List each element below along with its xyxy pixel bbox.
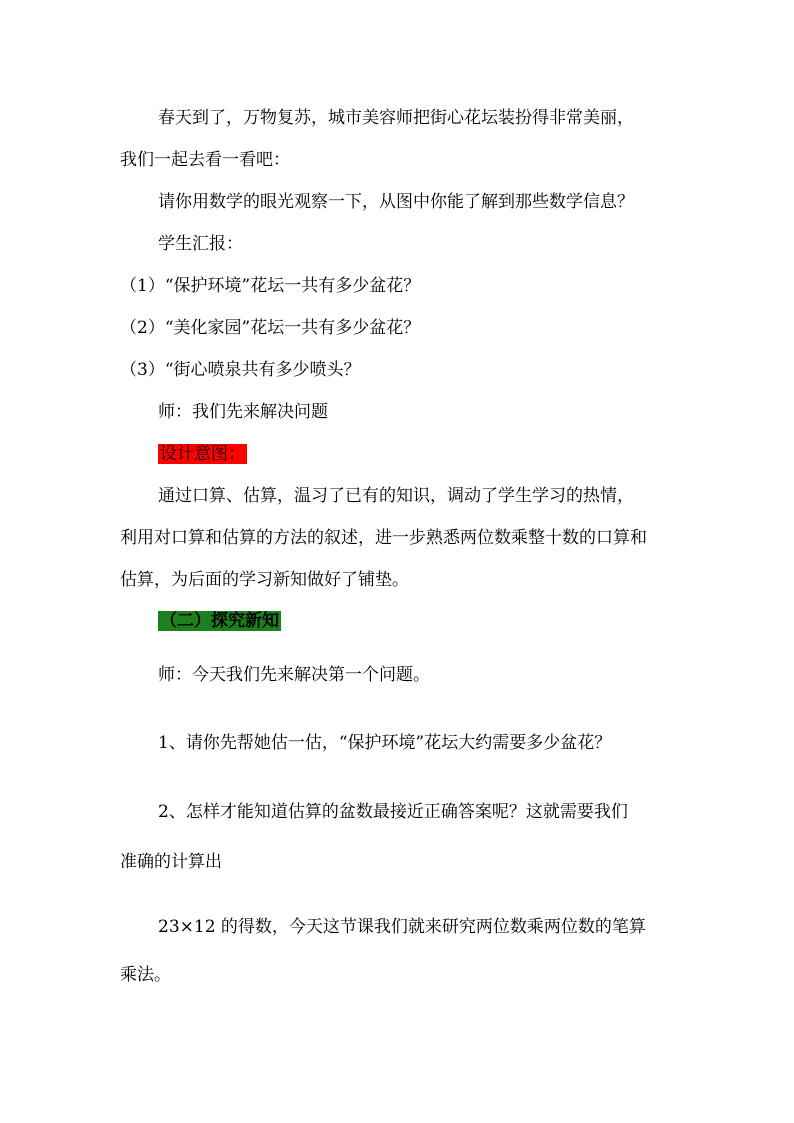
- paragraph-step-2: 2、怎样才能知道估算的盆数最接近正确答案呢？这就需要我们: [158, 802, 628, 822]
- list-item: （3）“街心喷泉共有多少喷头？: [120, 360, 361, 380]
- design-intent-label: 设计意图：: [160, 444, 245, 464]
- design-intent-label-wrap: [158, 443, 247, 465]
- section-heading: （二）探究新知: [160, 611, 279, 631]
- paragraph-student-report: 学生汇报：: [158, 234, 243, 254]
- list-item: （2）“美化家园”花坛一共有多少盆花？: [120, 318, 421, 338]
- paragraph-teacher: 师：我们先来解决问题: [158, 402, 328, 422]
- paragraph-calculation-end: 乘法。: [120, 965, 171, 985]
- section-heading-wrap: [158, 610, 281, 632]
- paragraph-calculation: 23×12 的得数，今天这节课我们就来研究两位数乘两位数的笔算: [158, 917, 646, 937]
- list-item: （1）“保护环境”花坛一共有多少盆花？: [120, 276, 421, 296]
- paragraph-teacher-today: 师：今天我们先来解决第一个问题。: [158, 665, 430, 685]
- paragraph-intro-cont: 我们一起去看一看吧：: [120, 150, 290, 170]
- paragraph-step-2-cont: 准确的计算出: [120, 852, 222, 872]
- paragraph-intro: 春天到了，万物复苏，城市美容师把街心花坛装扮得非常美丽，: [158, 108, 634, 128]
- paragraph-question: 请你用数学的眼光观察一下，从图中你能了解到那些数学信息？: [158, 192, 634, 212]
- paragraph-design-intent-end: 估算，为后面的学习新知做好了铺垫。: [120, 570, 409, 590]
- paragraph-step-1: 1、请你先帮她估一估，“保护环境”花坛大约需要多少盆花？: [158, 733, 612, 753]
- paragraph-design-intent-cont: 利用对口算和估算的方法的叙述，进一步熟悉两位数乘整十数的口算和: [120, 528, 647, 548]
- paragraph-design-intent: 通过口算、估算，温习了已有的知识，调动了学生学习的热情，: [158, 486, 634, 506]
